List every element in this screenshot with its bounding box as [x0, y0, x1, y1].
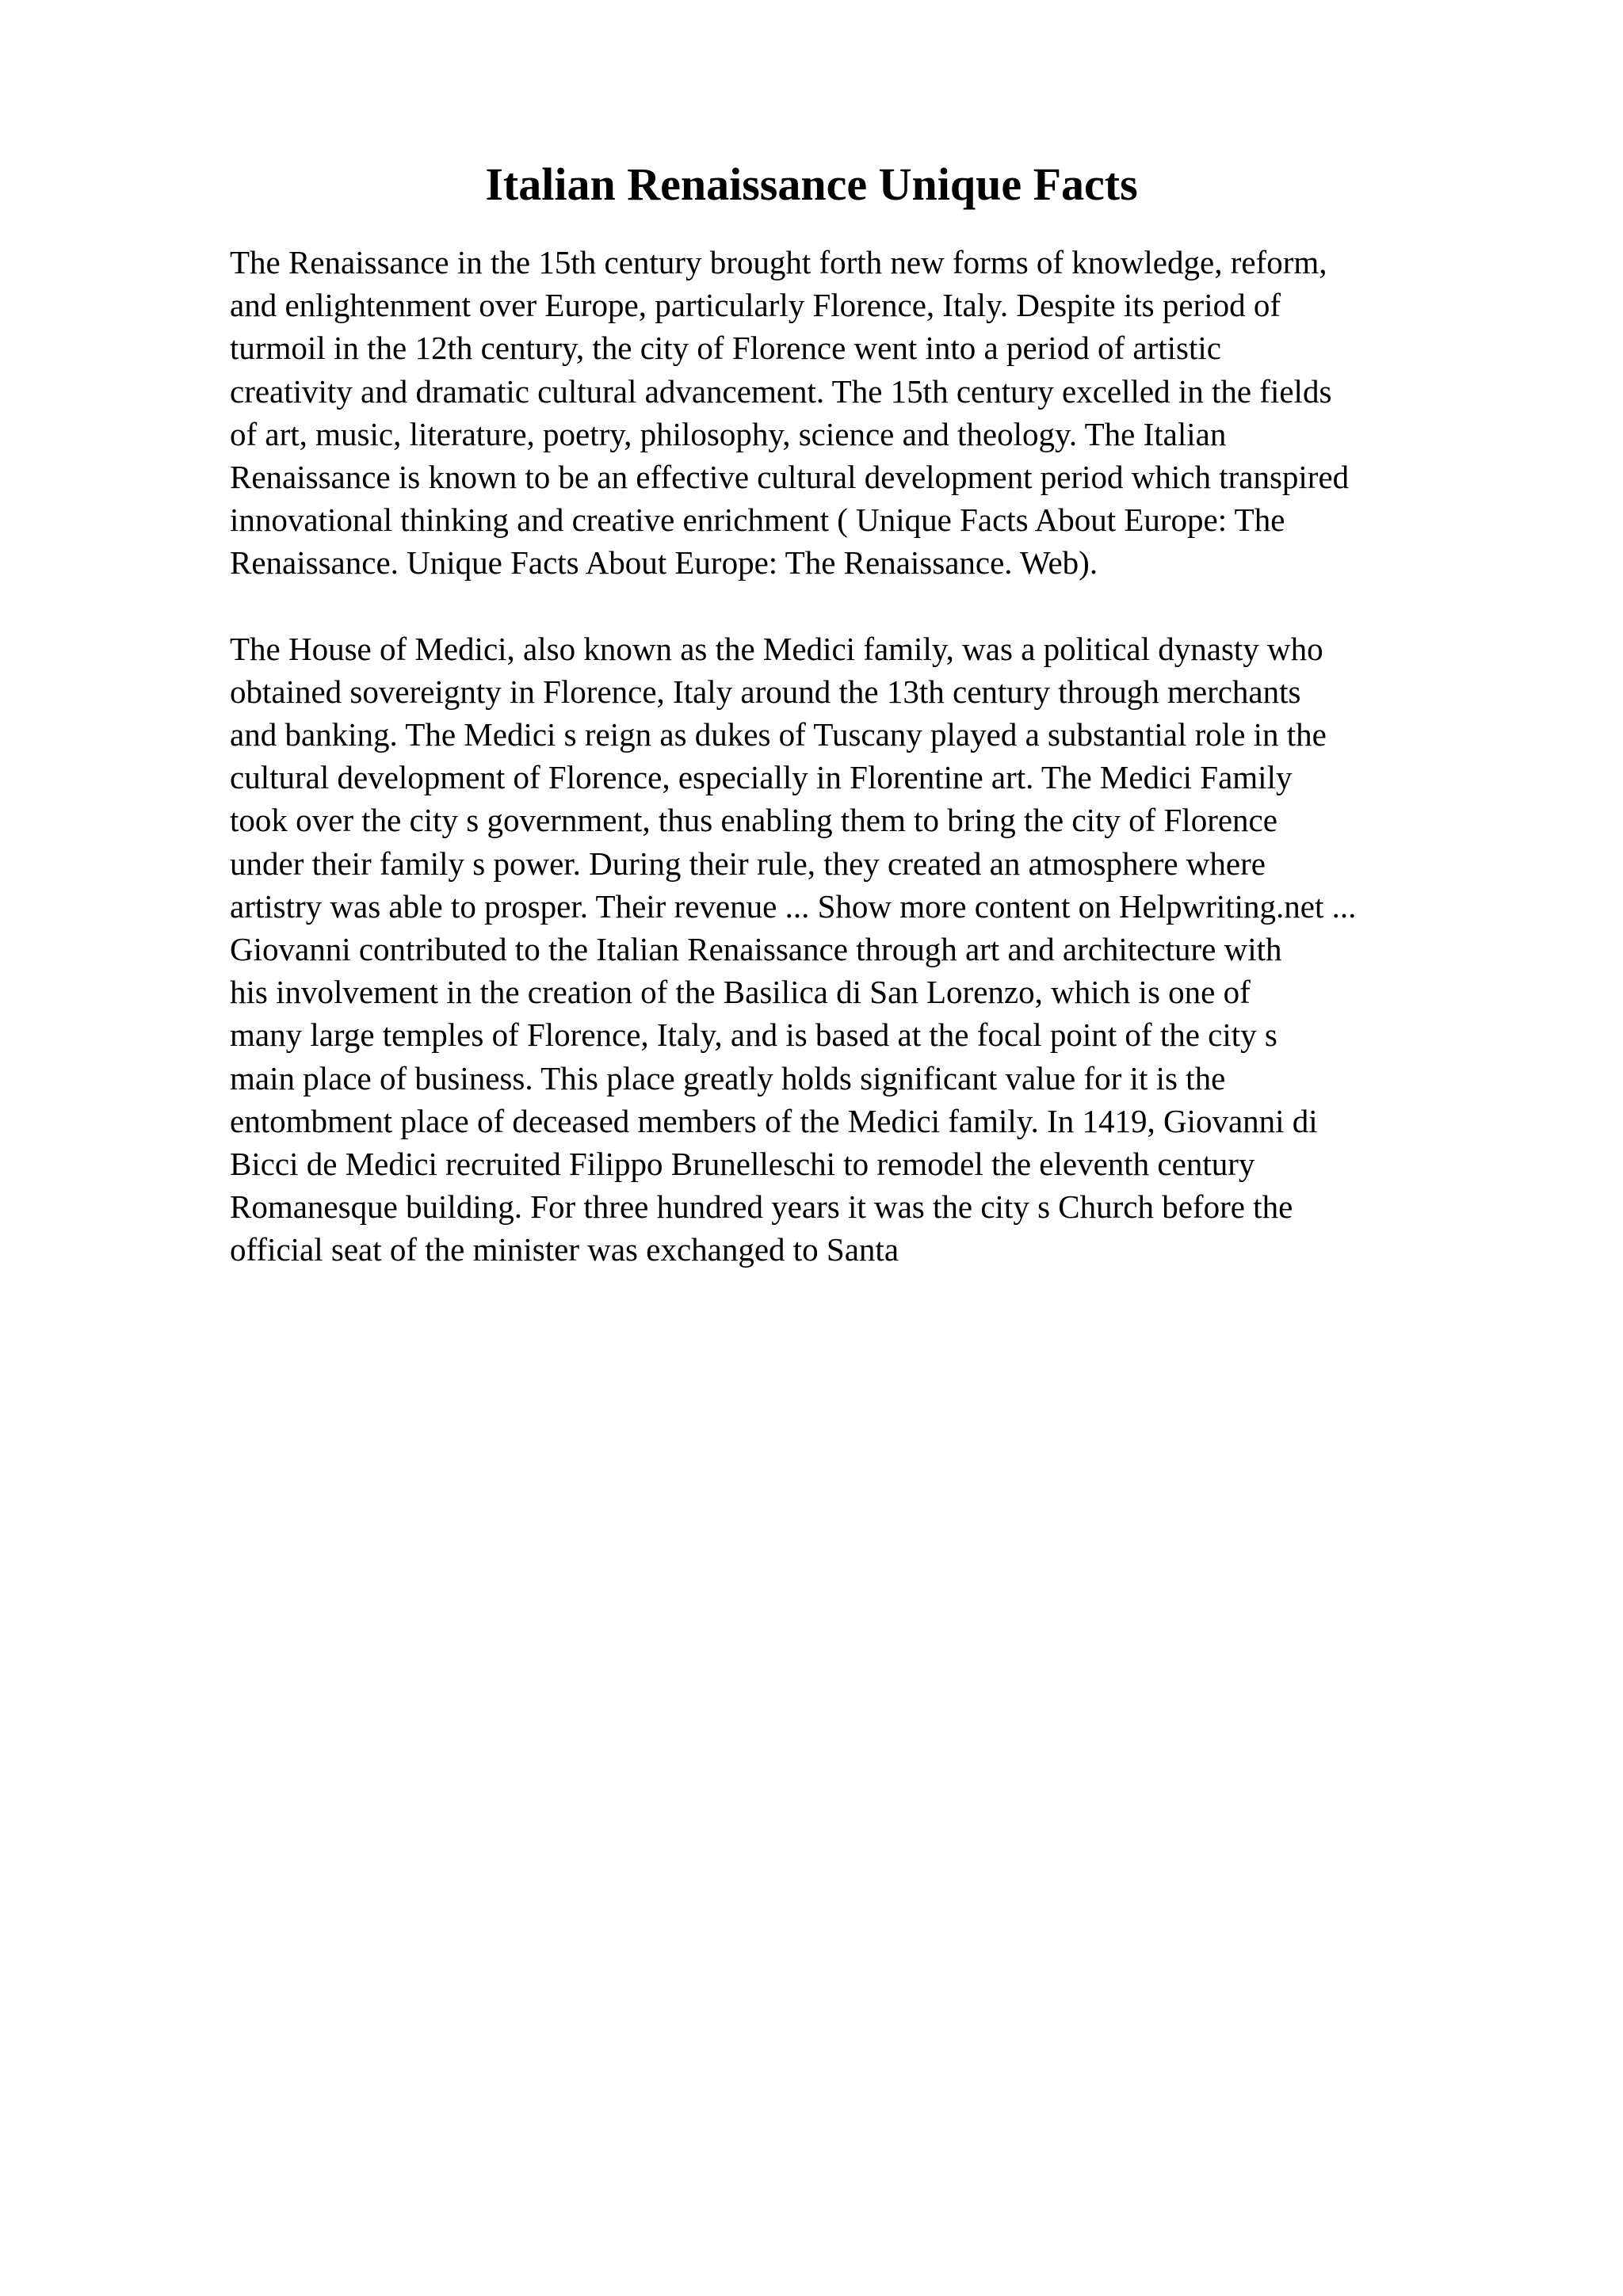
text-line: of art, music, literature, poetry, philosophy, science and theology. The Italian [230, 415, 1227, 452]
text-line: The Renaissance in the 15th century brought forth new forms of knowledge, reform, [230, 244, 1327, 280]
text-line: under their family s power. During their rule, they created an atmosphere where [230, 845, 1266, 882]
text-line: obtained sovereignty in Florence, Italy around the 13th century through merchants [230, 673, 1301, 710]
text-line: his involvement in the creation of the Basilica di San Lorenzo, which is one of [230, 974, 1251, 1011]
text-line: and enlightenment over Europe, particularly Florence, Italy. Despite its period of [230, 287, 1281, 324]
text-line: Romanesque building. For three hundred years it was the city s Church before the [230, 1188, 1293, 1226]
text-line: Renaissance. Unique Facts About Europe: The Renaissance. Web). [230, 544, 1098, 582]
paragraph-medici [230, 627, 1529, 1272]
text-line: many large temples of Florence, Italy, and is based at the focal point of the city s [230, 1016, 1277, 1054]
document-title: Italian Renaissance Unique Facts [485, 158, 1138, 210]
text-line: entombment place of deceased members of the Medici family. In 1419, Giovanni di [230, 1102, 1318, 1139]
text-line: artistry was able to prosper. Their revenue ... Show more content on Helpwriting.net ... [230, 887, 1357, 925]
text-line: turmoil in the 12th century, the city of Florence went into a period of artistic [230, 330, 1221, 367]
text-line: Bicci de Medici recruited Filippo Brunelleschi to remodel the eleventh century [230, 1146, 1255, 1183]
text-line: main place of business. This place greatly holds significant value for it is the [230, 1059, 1226, 1097]
text-line: The House of Medici, also known as the Medici family, was a political dynasty who [230, 630, 1323, 667]
text-line: Giovanni contributed to the Italian Renaissance through art and architecture with [230, 931, 1282, 968]
document-body [230, 241, 1529, 1272]
text-line: Renaissance is known to be an effective cultural development period which transpired [230, 459, 1350, 496]
text-line: creativity and dramatic cultural advancement. The 15th century excelled in the fields [230, 372, 1332, 410]
text-line: innovational thinking and creative enrichment ( Unique Facts About Europe: The [230, 502, 1285, 539]
text-line: official seat of the minister was exchanged to Santa [230, 1231, 899, 1268]
text-line: cultural development of Florence, especially in Florentine art. The Medici Family [230, 759, 1293, 796]
paragraph-intro [230, 241, 1529, 585]
text-line: and banking. The Medici s reign as dukes of Tuscany played a substantial role in the [230, 716, 1327, 753]
text-line: took over the city s government, thus enabling them to bring the city of Florence [230, 802, 1277, 839]
